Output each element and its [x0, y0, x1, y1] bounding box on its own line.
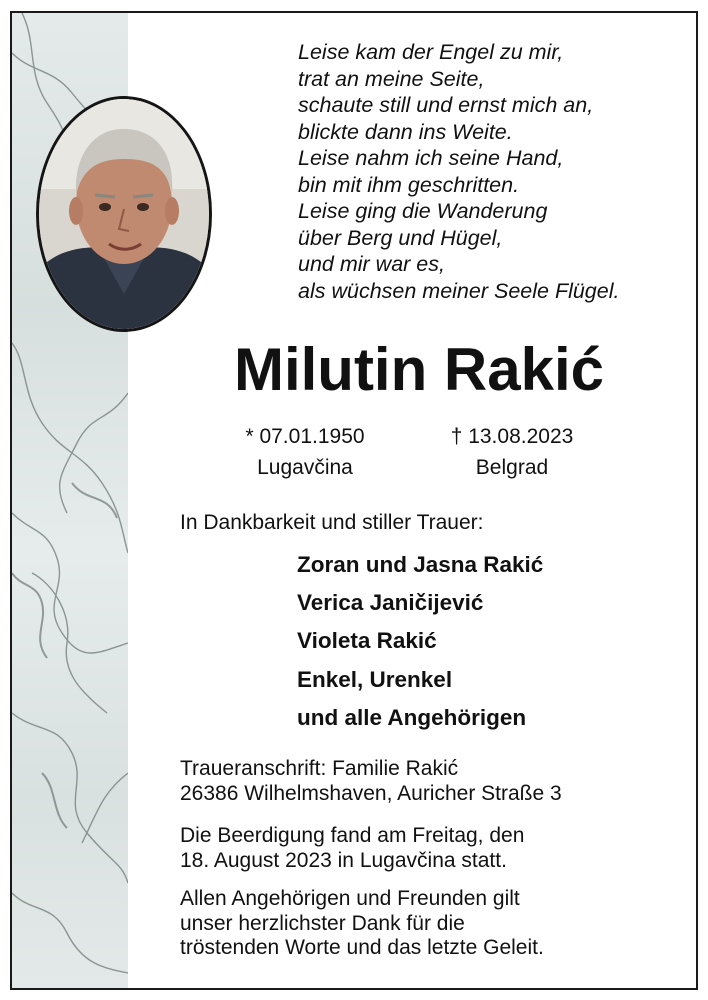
portrait-photo	[36, 96, 212, 332]
thanks-notice	[180, 887, 544, 961]
mourning-address	[180, 757, 562, 806]
portrait-image	[39, 99, 209, 329]
thanks-line: tröstenden Worte und das letzte Geleit.	[180, 936, 544, 959]
mourner-name: Enkel, Urenkel	[297, 666, 453, 692]
poem-line: Leise nahm ich seine Hand,	[298, 146, 564, 170]
poem-line: bin mit ihm geschritten.	[298, 172, 520, 197]
funeral-line: Die Beerdigung fand am Freitag, den	[180, 824, 525, 847]
address-line: 26386 Wilhelmshaven, Auricher Straße 3	[180, 781, 562, 805]
poem-line: blickte dann ins Weite.	[298, 119, 513, 144]
death-info	[422, 421, 602, 483]
poem-line: schaute still und ernst mich an,	[298, 93, 594, 117]
mourners-list	[297, 546, 543, 737]
mourner-name: Zoran und Jasna Rakić	[297, 552, 544, 577]
deceased-name: Milutin Rakić	[233, 336, 605, 403]
poem-line: und mir war es,	[298, 252, 445, 276]
poem-line: Leise kam der Engel zu mir,	[298, 40, 564, 64]
funeral-notice	[180, 824, 524, 873]
birth-date: * 07.01.1950	[245, 425, 365, 448]
address-line: Traueranschrift: Familie Rakić	[180, 757, 459, 780]
mourner-name: und alle Angehörigen	[297, 704, 527, 730]
funeral-line: 18. August 2023 in Lugavčina statt.	[180, 848, 507, 872]
poem-line: Leise ging die Wanderung	[298, 199, 548, 223]
mourners-intro: In Dankbarkeit und stiller Trauer:	[180, 511, 484, 534]
mourner-name: Verica Janičijević	[297, 590, 484, 616]
death-place: Belgrad	[475, 456, 549, 479]
poem-line: als wüchsen meiner Seele Flügel.	[298, 278, 620, 303]
death-date: † 13.08.2023	[450, 425, 574, 448]
poem-line: über Berg und Hügel,	[298, 225, 503, 250]
obituary-frame	[10, 11, 698, 990]
birth-info	[220, 421, 390, 483]
mourner-name: Violeta Rakić	[297, 628, 437, 654]
poem-line: trat an meine Seite,	[298, 66, 485, 91]
birth-place: Lugavčina	[257, 456, 353, 479]
thanks-line: Allen Angehörigen und Freunden gilt	[180, 887, 520, 910]
thanks-line: unser herzlichster Dank für die	[180, 911, 465, 935]
poem	[298, 39, 619, 304]
